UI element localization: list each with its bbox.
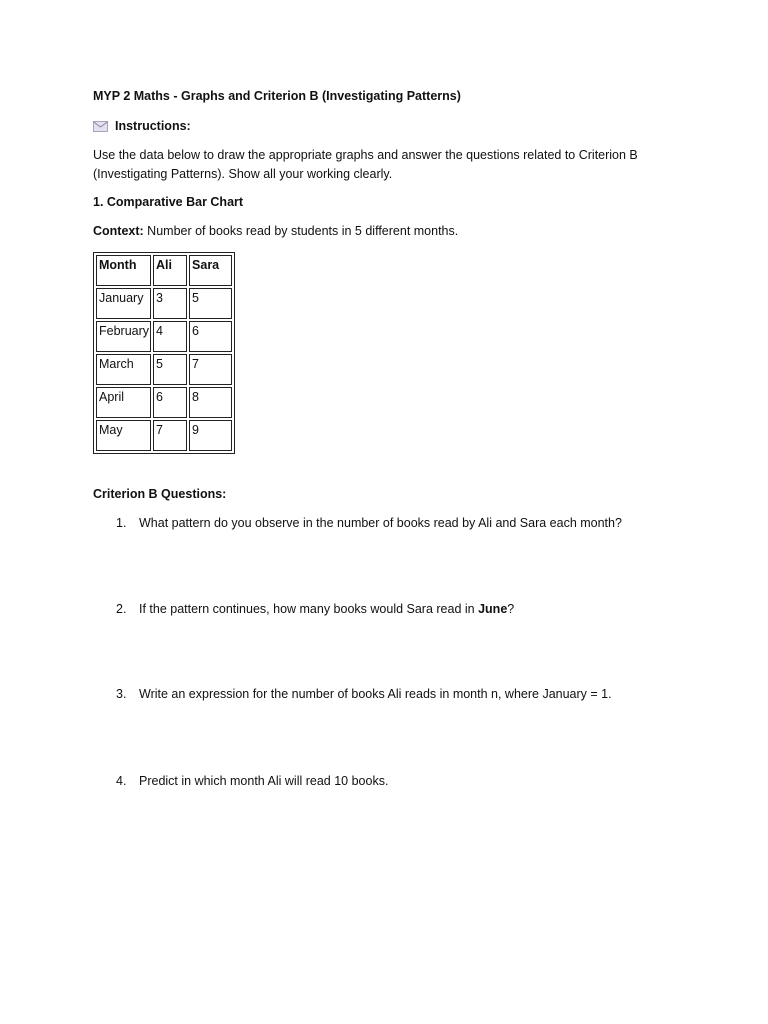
question-text: If the pattern continues, how many books would Sara read in [139, 602, 479, 616]
instructions-heading [93, 117, 191, 135]
cell-month: May [96, 420, 151, 451]
cell-ali: 5 [153, 354, 187, 385]
header-ali: Ali [153, 255, 187, 286]
context-text: Number of books read by students in 5 different months. [143, 224, 459, 238]
header-sara: Sara [189, 255, 232, 286]
cell-sara: 7 [189, 354, 232, 385]
table-row [96, 354, 232, 385]
question-number: 3. [116, 687, 127, 701]
envelope-icon [93, 121, 108, 132]
question-text: Write an expression for the number of books Ali reads in month n, where January = 1. [139, 687, 612, 701]
question-text: Predict in which month Ali will read 10 books. [139, 774, 389, 788]
question-text-end: ? [507, 602, 515, 616]
cell-month: March [96, 354, 151, 385]
question-item [116, 514, 622, 532]
cell-ali: 4 [153, 321, 187, 352]
table-row [96, 288, 232, 319]
question-text: What pattern do you observe in the number of books read by Ali and Sara each month? [139, 516, 622, 530]
cell-month: April [96, 387, 151, 418]
instructions-label: Instructions: [115, 119, 191, 133]
cell-ali: 6 [153, 387, 187, 418]
context-line [93, 222, 458, 240]
section-heading: 1. Comparative Bar Chart [93, 195, 244, 209]
header-month: Month [96, 255, 151, 286]
page-title: MYP 2 Maths - Graphs and Criterion B (Investigating Patterns) [93, 89, 461, 103]
question-number: 1. [116, 516, 127, 530]
table-row [96, 321, 232, 352]
cell-sara: 8 [189, 387, 232, 418]
cell-ali: 3 [153, 288, 187, 319]
question-number: 2. [116, 602, 127, 616]
cell-sara: 5 [189, 288, 232, 319]
cell-month: January [96, 288, 151, 319]
cell-ali: 7 [153, 420, 187, 451]
cell-month: February [96, 321, 151, 352]
table-row [96, 387, 232, 418]
cell-sara: 9 [189, 420, 232, 451]
question-item [116, 685, 612, 703]
question-emphasis: June [478, 602, 508, 616]
criterion-heading: Criterion B Questions: [93, 487, 227, 501]
table-header-row [96, 255, 232, 286]
table-row [96, 420, 232, 451]
books-table [93, 252, 235, 454]
cell-sara: 6 [189, 321, 232, 352]
question-item [116, 772, 388, 790]
context-label: Context: [93, 224, 144, 238]
question-number: 4. [116, 774, 127, 788]
question-item [116, 600, 514, 618]
intro-paragraph: Use the data below to draw the appropriate graphs and answer the questions related to Criterion B (Investigating Patterns). Show all your working clearly. [93, 148, 638, 181]
